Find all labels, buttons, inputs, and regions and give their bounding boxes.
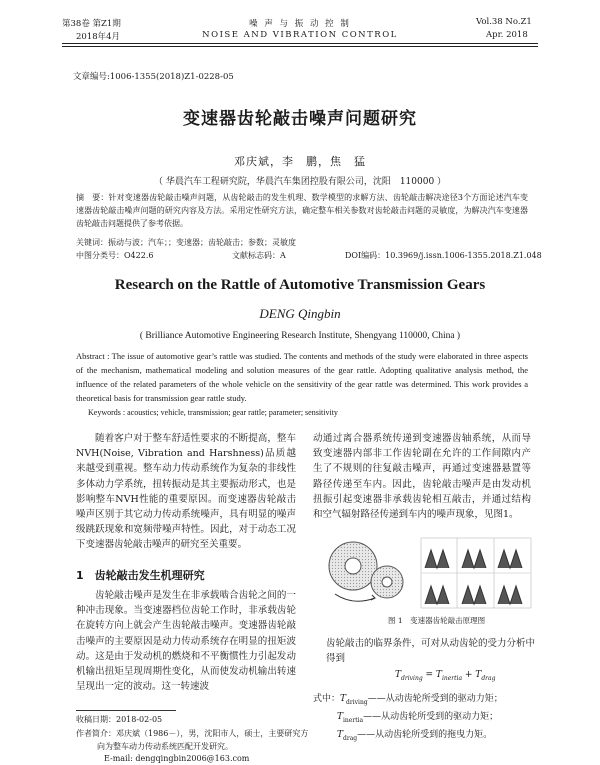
equation-lhs: T [395,670,402,680]
symbol-desc: ——从动齿轮所受到的驱动力矩； [367,694,503,704]
author-en: DENG Qingbin [259,306,341,321]
symbol-sub: driving [346,698,368,706]
author-bio-cont: 向为整车动力传动系统匹配开发研究。 [97,742,233,751]
symbol-desc: ——从动齿轮所受到的驱动力矩； [363,712,499,722]
figure-1 [325,534,535,616]
document-code: 文献标志码：A [232,251,286,260]
intro-paragraph: 随着客户对于整车舒适性要求的不断提高，整车NVH(Noise, Vibration and Harshness)品质越来越受到重视。整车动力传动系统作为复杂的非线性多体动力学系统，扭转振动是其主要振动形式，也是影响整车NVH性能的重要原因。而变速器齿轮敲击噪声区别于其它动力传动系统噪声，具有明显的噪声级跳跃现象和宽频带噪声特性。因此，对于动态工况下变速器齿轮敲击噪声的研究至关重要。 [76,433,296,551]
journal-volume: 第38卷 第Z1期 [62,19,121,29]
symbol-def-2 [337,709,498,724]
doi: DOI编码：10.3969/j.issn.1006-1355.2018.Z1.048 [345,251,542,260]
paper-title-en: Research on the Rattle of Automotive Transmission Gears [114,277,486,293]
symbol-name: T [340,694,347,704]
symbol-name: T [337,712,344,722]
symbol-sub: inertia [343,716,364,724]
gear-rattle-diagram [325,534,535,612]
journal-date-en: Apr. 2018 [486,30,528,40]
journal-date: 2018年4月 [76,32,121,42]
symbol-name: T [337,730,344,740]
equation-term-2-sub: inertia [441,674,463,682]
keywords-cn: 关键词：振动与波；汽车；；变速器；齿轮敲击；参数；灵敏度 [76,238,296,247]
paper-title-cn: 变速器齿轮敲击噪声问题研究 [183,109,417,129]
right-column-paragraph: 动通过离合器系统传递到变速器齿轴系统，从而导致变速器内部非工作齿轮副在允许的工作间隙内产生了不规则的往复敲击噪声，再通过变速器悬置等路径传递至车内。因此，齿轮敲击噪声是由发动机扭振引起变速器非承载齿轮相互敲击，并通过结构和空气辐射路径传递到车内的噪声现象，见图1。 [313,433,531,521]
symbol-prefix: 式中： [313,694,341,704]
header-rule [62,43,538,44]
affiliation-cn: （ 华晨汽车工程研究院，华晨汽车集团控股有限公司，沈阳 110000 ） [153,177,447,187]
symbol-def-1 [313,691,503,706]
equation-term-3-sub: drag [481,674,496,682]
equation-lhs-sub: driving [401,674,423,682]
tooth-detail-grid [421,538,531,608]
equation-term-3: + T [462,670,482,680]
section-1-heading: 1 齿轮敲击发生机理研究 [76,569,205,582]
equation-term-2: = T [422,670,442,680]
figure-1-caption: 图 1 变速器齿轮敲击原理图 [388,616,486,625]
symbol-desc: ——从动齿轮所受到的拖曳力矩。 [357,730,493,740]
author-email: E-mail: dengqingbin2006@163.com [104,754,250,763]
gear-train-left [329,542,403,601]
author-bio: 作者简介：邓庆斌（1986－），男，沈阳市人，硕士，主要研究方 [76,729,309,738]
journal-name-en: NOISE AND VIBRATION CONTROL [202,30,398,40]
section-1-paragraph: 齿轮敲击噪声是发生在非承载啮合齿轮之间的一种冲击现象。当变速器档位齿轮工作时，非承载齿轮在旋转方向上就会产生齿轮敲击噪声。变速器齿轮敲击噪声的主要原因是动力传动系统存在明显的扭矩波动。这是由于发动机的燃烧和不平衡惯性力引起发动机输出扭矩呈现周期性变化，从而使发动机输出转速呈现出一定的波动。这一转速波 [76,590,296,693]
abstract-en: Abstract : The issue of automotive gear’s rattle was studied. The contents and methods of the study were elaborated in three aspects of the mechanism, mathematical modeling and solution measures of the gear rattle. Adopting qualitative analysis method, the influence of the related parameters of the whole vehicle on the sensitivity of the gear rattle was determined. This work provides a theoretical basis for transmission gear rattle study. [76,351,528,403]
abstract-cn: 摘 要：针对变速器齿轮敲击噪声问题，从齿轮敲击的发生机理、数学模型的求解方法、齿轮敲击解决途径3个方面论述汽车变速器齿轮敲击噪声问题的研究内容及方法。采用定性研究方法，确定整车相关参数对齿轮敲击问题的灵敏度，为解决汽车变速器齿轮敲击问题提供了参考依据。 [76,193,528,228]
symbol-def-3 [337,727,492,742]
received-date: 收稿日期：2018-02-05 [76,715,163,724]
clc-number: 中图分类号：O422.6 [76,251,154,260]
equation-intro: 齿轮敲击的临界条件，可对从动齿轮的受力分析中得到 [326,638,536,664]
keywords-en: Keywords : acoustics; vehicle, transmission; gear rattle; parameter; sensitivity [88,408,338,417]
journal-volume-en: Vol.38 No.Z1 [476,17,532,27]
journal-name-cn: 噪 声 与 振 动 控 制 [249,19,351,29]
affiliation-en: ( Brilliance Automotive Engineering Research Institute, Shengyang 110000, China ) [139,331,461,341]
article-number: 文章编号:1006-1355(2018)Z1-0228-05 [73,72,234,82]
symbol-sub: drag [343,734,358,742]
footnote-rule [76,710,176,711]
authors-cn: 邓庆斌，李 鹏，焦 猛 [234,155,366,168]
header-rule-double [62,46,538,47]
equation-1 [395,670,495,682]
